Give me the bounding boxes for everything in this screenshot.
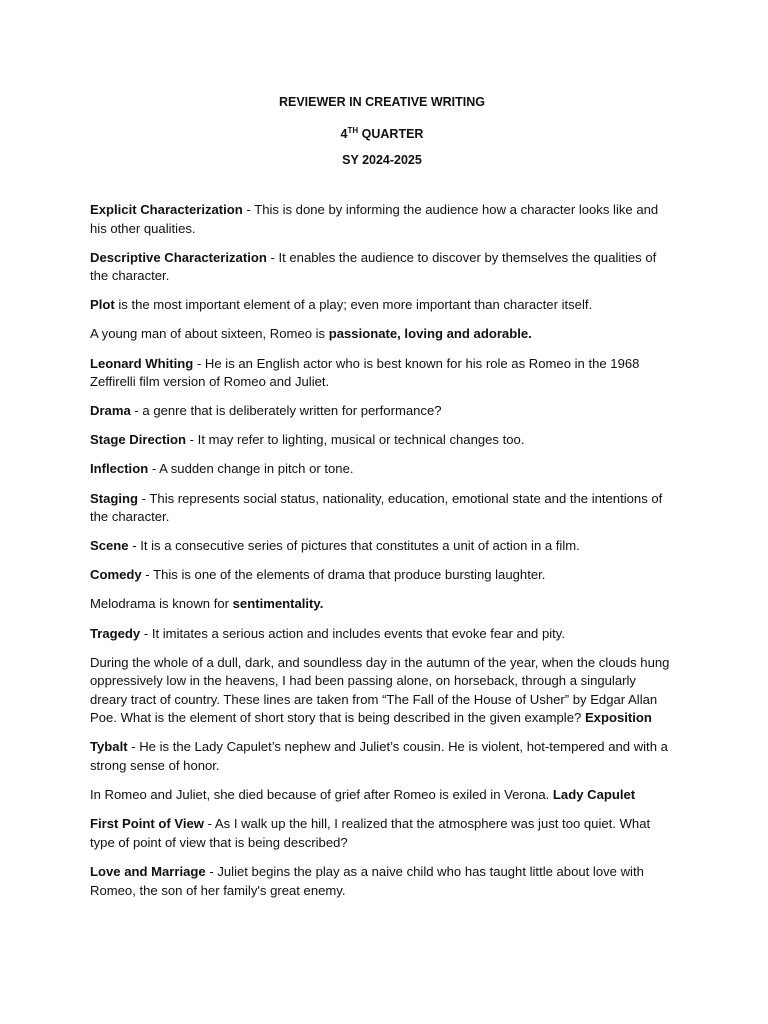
entry-term: Explicit Characterization: [90, 202, 243, 217]
entry-term: Descriptive Characterization: [90, 249, 267, 265]
entry-text: - This is done by informing the audience how a character looks like and his other qualities.: [90, 202, 659, 236]
quarter-superscript: TH: [347, 126, 359, 135]
entry-answer: Lady Capulet: [552, 787, 636, 803]
document-title: REVIEWER IN CREATIVE WRITING: [278, 95, 486, 109]
entry-scene: [90, 537, 674, 556]
entry-staging: [90, 490, 674, 527]
quarter-label: QUARTER: [358, 127, 424, 141]
entry-text: - It may refer to lighting, musical or technical changes too.: [186, 432, 525, 448]
entry-term: Tragedy: [90, 625, 141, 641]
entry-text: - He is the Lady Capulet’s nephew and Juliet’s cousin. He is violent, hot-tempered and with a strong sense of honor.: [90, 739, 668, 774]
entry-tragedy: [90, 625, 674, 644]
entry-term: Drama: [90, 403, 131, 419]
title-block: [90, 92, 674, 179]
entry-text: - This is one of the elements of drama that produce bursting laughter.: [141, 567, 546, 583]
quarter-number: 4: [340, 127, 348, 141]
entry-term: Comedy: [90, 567, 142, 583]
entry-text: In Romeo and Juliet, she died because of grief after Romeo is exiled in Verona.: [90, 787, 553, 803]
entry-term: Scene: [90, 538, 129, 554]
entry-text: A young man of about sixteen, Romeo is: [90, 326, 329, 342]
entry-answer: Exposition: [584, 710, 652, 726]
entry-term: Inflection: [90, 461, 149, 477]
entry-text: During the whole of a dull, dark, and soundless day in the autumn of the year, when the clouds hung oppressively low in the heavens, I had been passing alone, on horseback, through a singularly dreary tract of country. These lines are taken from “The Fall of the House of Usher” by Edgar Allan Poe. What is the element of short story that is being described in the given example?: [90, 654, 670, 726]
entry-term: Love and Marriage: [90, 863, 206, 879]
entry-term: First Point of View: [90, 816, 204, 832]
entry-comedy: [90, 566, 674, 585]
entry-first-point-of-view: [90, 815, 674, 852]
school-year: SY 2024-2025: [342, 153, 422, 167]
entry-text: - This represents social status, nationality, education, emotional state and the intentions of the character.: [90, 490, 663, 525]
quarter-heading: [90, 121, 674, 150]
entry-text: - He is an English actor who is best known for his role as Romeo in the 1968 Zeffirelli film version of Romeo and Juliet.: [90, 355, 640, 390]
entry-text: - It is a consecutive series of pictures that constitutes a unit of action in a film.: [128, 538, 580, 554]
entry-drama: [90, 402, 674, 421]
entry-melodrama: [90, 595, 674, 614]
reviewer-entries: [90, 201, 674, 900]
entry-text: - It enables the audience to discover by themselves the qualities of the character.: [90, 249, 657, 284]
entry-lady-capulet: [90, 786, 674, 805]
entry-term: Stage Direction: [90, 432, 187, 448]
entry-text: - As I walk up the hill, I realized that the atmosphere was just too quiet. What type of point of view that is being described?: [90, 816, 651, 850]
entry-text: - Juliet begins the play as a naive child who has taught little about love with Romeo, the son of her family's great enemy.: [90, 863, 644, 898]
entry-term: Tybalt: [90, 739, 128, 755]
entry-text: - A sudden change in pitch or tone.: [148, 461, 354, 477]
entry-term: Leonard Whiting: [90, 355, 194, 371]
entry-term: Staging: [90, 490, 139, 506]
entry-answer: passionate, loving and adorable.: [328, 326, 532, 342]
entry-text: Melodrama is known for: [90, 596, 233, 612]
entry-descriptive-characterization: [90, 249, 674, 286]
entry-text: is the most important element of a play; even more important than character itself.: [114, 297, 593, 313]
entry-term: Plot: [90, 297, 115, 313]
entry-exposition: [90, 654, 674, 728]
entry-answer: sentimentality.: [232, 596, 324, 612]
entry-tybalt: [90, 738, 674, 775]
entry-love-and-marriage: [90, 863, 674, 900]
entry-text: - a genre that is deliberately written for performance?: [130, 403, 442, 419]
entry-stage-direction: [90, 431, 674, 450]
entry-romeo: [90, 325, 674, 344]
entry-inflection: [90, 460, 674, 479]
entry-plot: [90, 296, 674, 315]
entry-text: - It imitates a serious action and includes events that evoke fear and pity.: [140, 625, 566, 641]
entry-leonard-whiting: [90, 355, 674, 392]
entry-explicit-characterization: [90, 201, 674, 238]
